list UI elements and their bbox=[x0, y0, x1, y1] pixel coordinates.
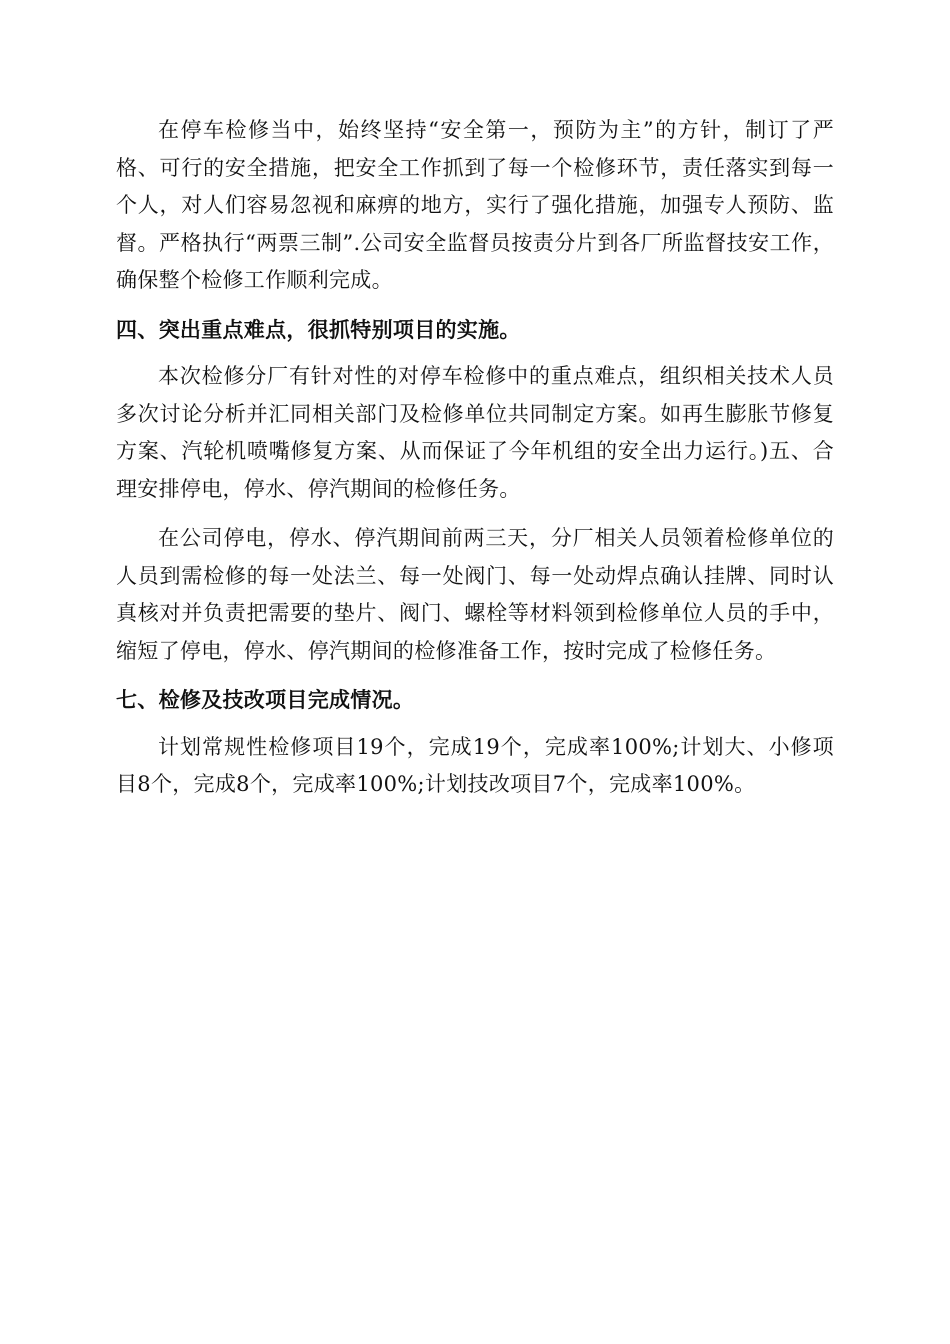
heading-section-seven: 七、检修及技改项目完成情况。 bbox=[116, 688, 415, 712]
paragraph-key-difficulties: 本次检修分厂有针对性的对停车检修中的重点难点，组织相关技术人员多次讨论分析并汇同相关部门及检修单位共同制定方案。如再生膨胀节修复方案、汽轮机喷嘴修复方案、从而保证了今年机组的安全出力运行。)五、合理安排停电，停水、停汽期间的检修任务。 bbox=[116, 364, 834, 501]
spacer bbox=[116, 349, 834, 358]
heading-section-four: 四、突出重点难点，很抓特别项目的实施。 bbox=[116, 317, 521, 342]
document-body bbox=[116, 112, 834, 804]
spacer bbox=[116, 508, 834, 520]
paragraph-safety-measures: 在停车检修当中，始终坚持“安全第一，预防为主”的方针，制订了严格、可行的安全措施，把安全工作抓到了每一个检修环节，责任落实到每一个人，对人们容易忽视和麻痹的地方，实行了强化措施，加强专人预防、监督。严格执行“两票三制”.公司安全监督员按责分片到各厂所监督技安工作，确保整个检修工作顺利完成。 bbox=[116, 118, 834, 292]
spacer bbox=[116, 720, 834, 729]
spacer bbox=[116, 670, 834, 682]
paragraph-completion-status: 计划常规性检修项目19个，完成19个，完成率100%;计划大、小修项目8个，完成8个，完成率100%;计划技改项目7个，完成率100%。 bbox=[116, 734, 834, 796]
paragraph-outage-arrangement: 在公司停电，停水、停汽期间前两三天，分厂相关人员领着检修单位的人员到需检修的每一处法兰、每一处阀门、每一处动焊点确认挂牌、同时认真核对并负责把需要的垫片、阀门、螺栓等材料领到检修单位人员的手中，缩短了停电，停水、停汽期间的检修准备工作，按时完成了检修任务。 bbox=[116, 526, 834, 663]
spacer bbox=[116, 300, 834, 312]
